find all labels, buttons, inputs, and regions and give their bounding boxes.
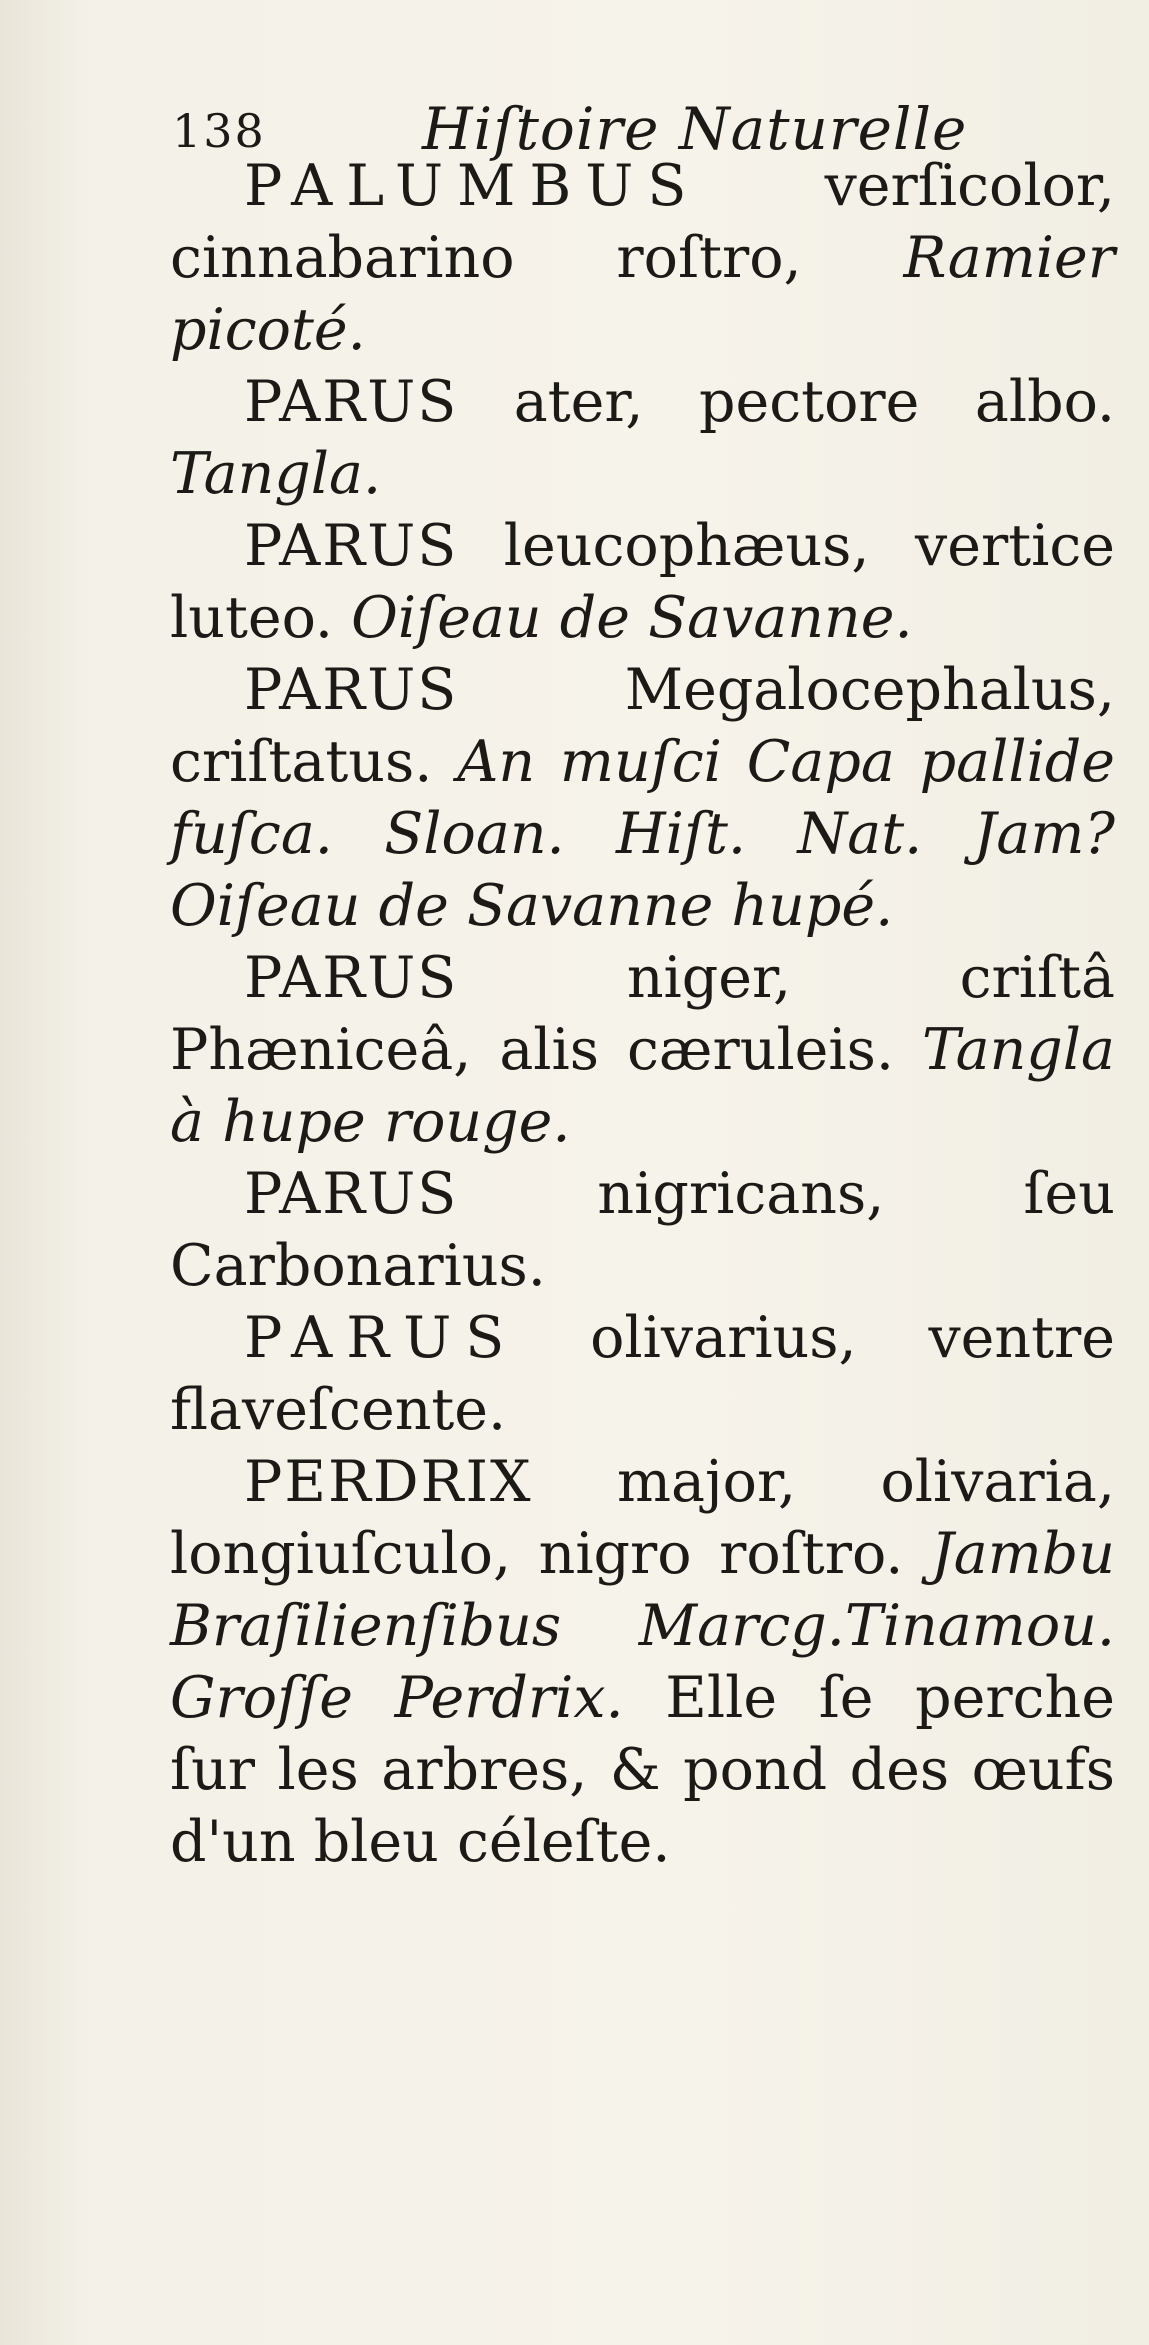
entry-description: verſicolor, cinnabarino roſtro, — [170, 153, 1115, 291]
entry-name: PARUS — [244, 945, 459, 1011]
entry-description: major, olivaria, longiuſculo, nigro roſtro. — [170, 1449, 1115, 1587]
body-text — [170, 150, 1115, 1878]
entry-description: niger, criſtâ Phæniceâ, alis cæruleis. — [170, 945, 1115, 1083]
entry-description: Megalocephalus, criſtatus. — [170, 657, 1115, 795]
entry-parus-ater — [170, 366, 1115, 510]
running-title: Hiſtoire Naturelle — [422, 95, 968, 163]
entry-name: PALUMBUS — [244, 153, 701, 219]
entry-name: PARUS — [244, 657, 459, 723]
entry-description: olivarius, ventre flaveſcente. — [170, 1305, 1115, 1443]
entry-parus-olivarius — [170, 1302, 1115, 1446]
entry-perdrix-major — [170, 1446, 1115, 1878]
entry-parus-niger — [170, 942, 1115, 1158]
entry-vernacular: Ramier picoté. — [170, 225, 1115, 363]
entry-name: PARUS — [244, 1305, 519, 1371]
entry-parus-leucophaeus — [170, 510, 1115, 654]
entry-vernacular: Tangla. — [170, 441, 382, 507]
entry-name: PARUS — [244, 1161, 459, 1227]
entry-name: PARUS — [244, 369, 459, 435]
entry-parus-nigricans — [170, 1158, 1115, 1302]
entry-description: ater, pectore albo. — [458, 369, 1115, 435]
entry-vernacular: An muſci Capa pallide fuſca. Sloan. Hiſt. Nat. Jam? Oiſeau de Savanne hupé. — [170, 729, 1115, 939]
entry-vernacular: Jambu Braſilienſibus Marcg.Tinamou. Groſſe Perdrix. — [170, 1521, 1115, 1731]
entry-vernacular: Oiſeau de Savanne. — [351, 585, 913, 651]
page-number: 138 — [172, 104, 266, 158]
entry-description: leucophæus, vertice luteo. — [170, 513, 1115, 651]
entry-parus-megalocephalus — [170, 654, 1115, 942]
entry-description: nigricans, ſeu Carbonarius. — [170, 1161, 1115, 1299]
entry-note: Elle ſe perche ſur les arbres, & pond des œufs d'un bleu céleſte. — [170, 1665, 1115, 1875]
entry-vernacular: Tangla à hupe rouge. — [170, 1017, 1115, 1155]
entry-name: PERDRIX — [244, 1449, 533, 1515]
entry-name: PARUS — [244, 513, 459, 579]
entry-palumbus-versicolor — [170, 150, 1115, 366]
